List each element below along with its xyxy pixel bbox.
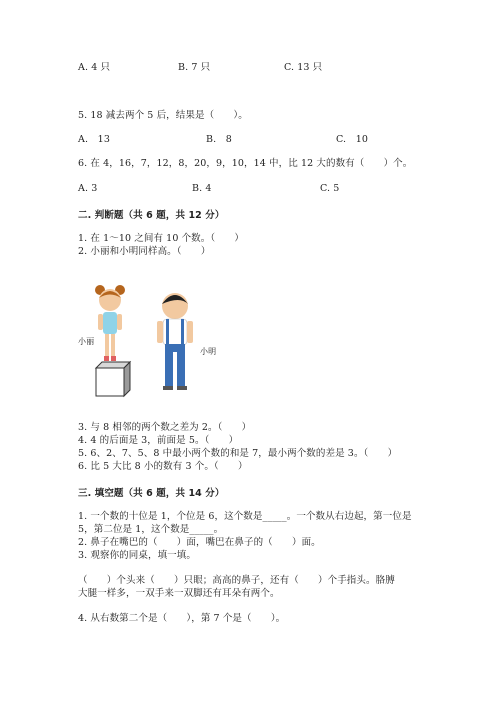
section2-item-6: 6. 比 5 大比 8 小的数有 3 个。（ ）	[78, 461, 248, 472]
q6-question: 6. 在 4，16，7，12，8，20，9，10，14 中，比 12 大的数有（ ）个。	[78, 158, 413, 169]
section3-line-2: 5，第二位是 1，这个数是_____。	[78, 524, 224, 535]
section3-heading: 三. 填空题（共 6 题，共 14 分）	[78, 488, 225, 499]
q4-option-a: A. 4 只	[78, 62, 111, 73]
q6-option-c: C. 5	[320, 183, 340, 194]
boy-label: 小明	[200, 347, 217, 356]
height-comparison-illustration	[76, 278, 226, 398]
section3-line-4: 3. 观察你的同桌，填一填。	[78, 550, 196, 561]
box-icon	[96, 362, 130, 396]
section2-item-1: 1. 在 1～10 之间有 10 个数。（ ）	[78, 233, 245, 244]
section3-line-1: 1. 一个数的十位是 1，个位是 6，这个数是_____。一个数从右边起，第一位是	[78, 511, 412, 522]
section2-item-4: 4. 4 的后面是 3，前面是 5。（ ）	[78, 435, 239, 446]
section3-line-7: 4. 从右数第二个是（ ），第 7 个是（ ）。	[78, 613, 286, 624]
q6-option-a: A. 3	[78, 183, 98, 194]
q5-option-a: A. 13	[78, 134, 110, 145]
section2-heading: 二. 判断题（共 6 题，共 12 分）	[78, 210, 225, 221]
q4-option-c: C. 13 只	[284, 62, 323, 73]
section3-line-5: （ ）个头来（ ）只眼；高高的鼻子，还有（ ）个手指头。胳膊	[78, 575, 395, 586]
q5-option-b: B. 8	[206, 134, 232, 145]
girl-label: 小丽	[78, 337, 95, 346]
q4-option-b: B. 7 只	[178, 62, 211, 73]
section2-item-3: 3. 与 8 相邻的两个数之差为 2。（ ）	[78, 422, 252, 433]
section2-item-5: 5. 6、2、7、5、8 中最小两个数的和是 7，最小两个数的差是 3。（ ）	[78, 448, 398, 459]
section3-line-6: 大腿一样多，一双手来一双脚还有耳朵有两个。	[78, 588, 280, 599]
q5-question: 5. 18 减去两个 5 后，结果是（ ）。	[78, 110, 248, 121]
q5-option-c: C. 10	[336, 134, 369, 145]
girl-icon	[95, 285, 125, 361]
section3-line-3: 2. 鼻子在嘴巴的（ ）面，嘴巴在鼻子的（ ）面。	[78, 537, 321, 548]
section2-item-2: 2. 小丽和小明同样高。（ ）	[78, 246, 211, 257]
q6-option-b: B. 4	[192, 183, 212, 194]
boy-icon	[157, 293, 193, 390]
